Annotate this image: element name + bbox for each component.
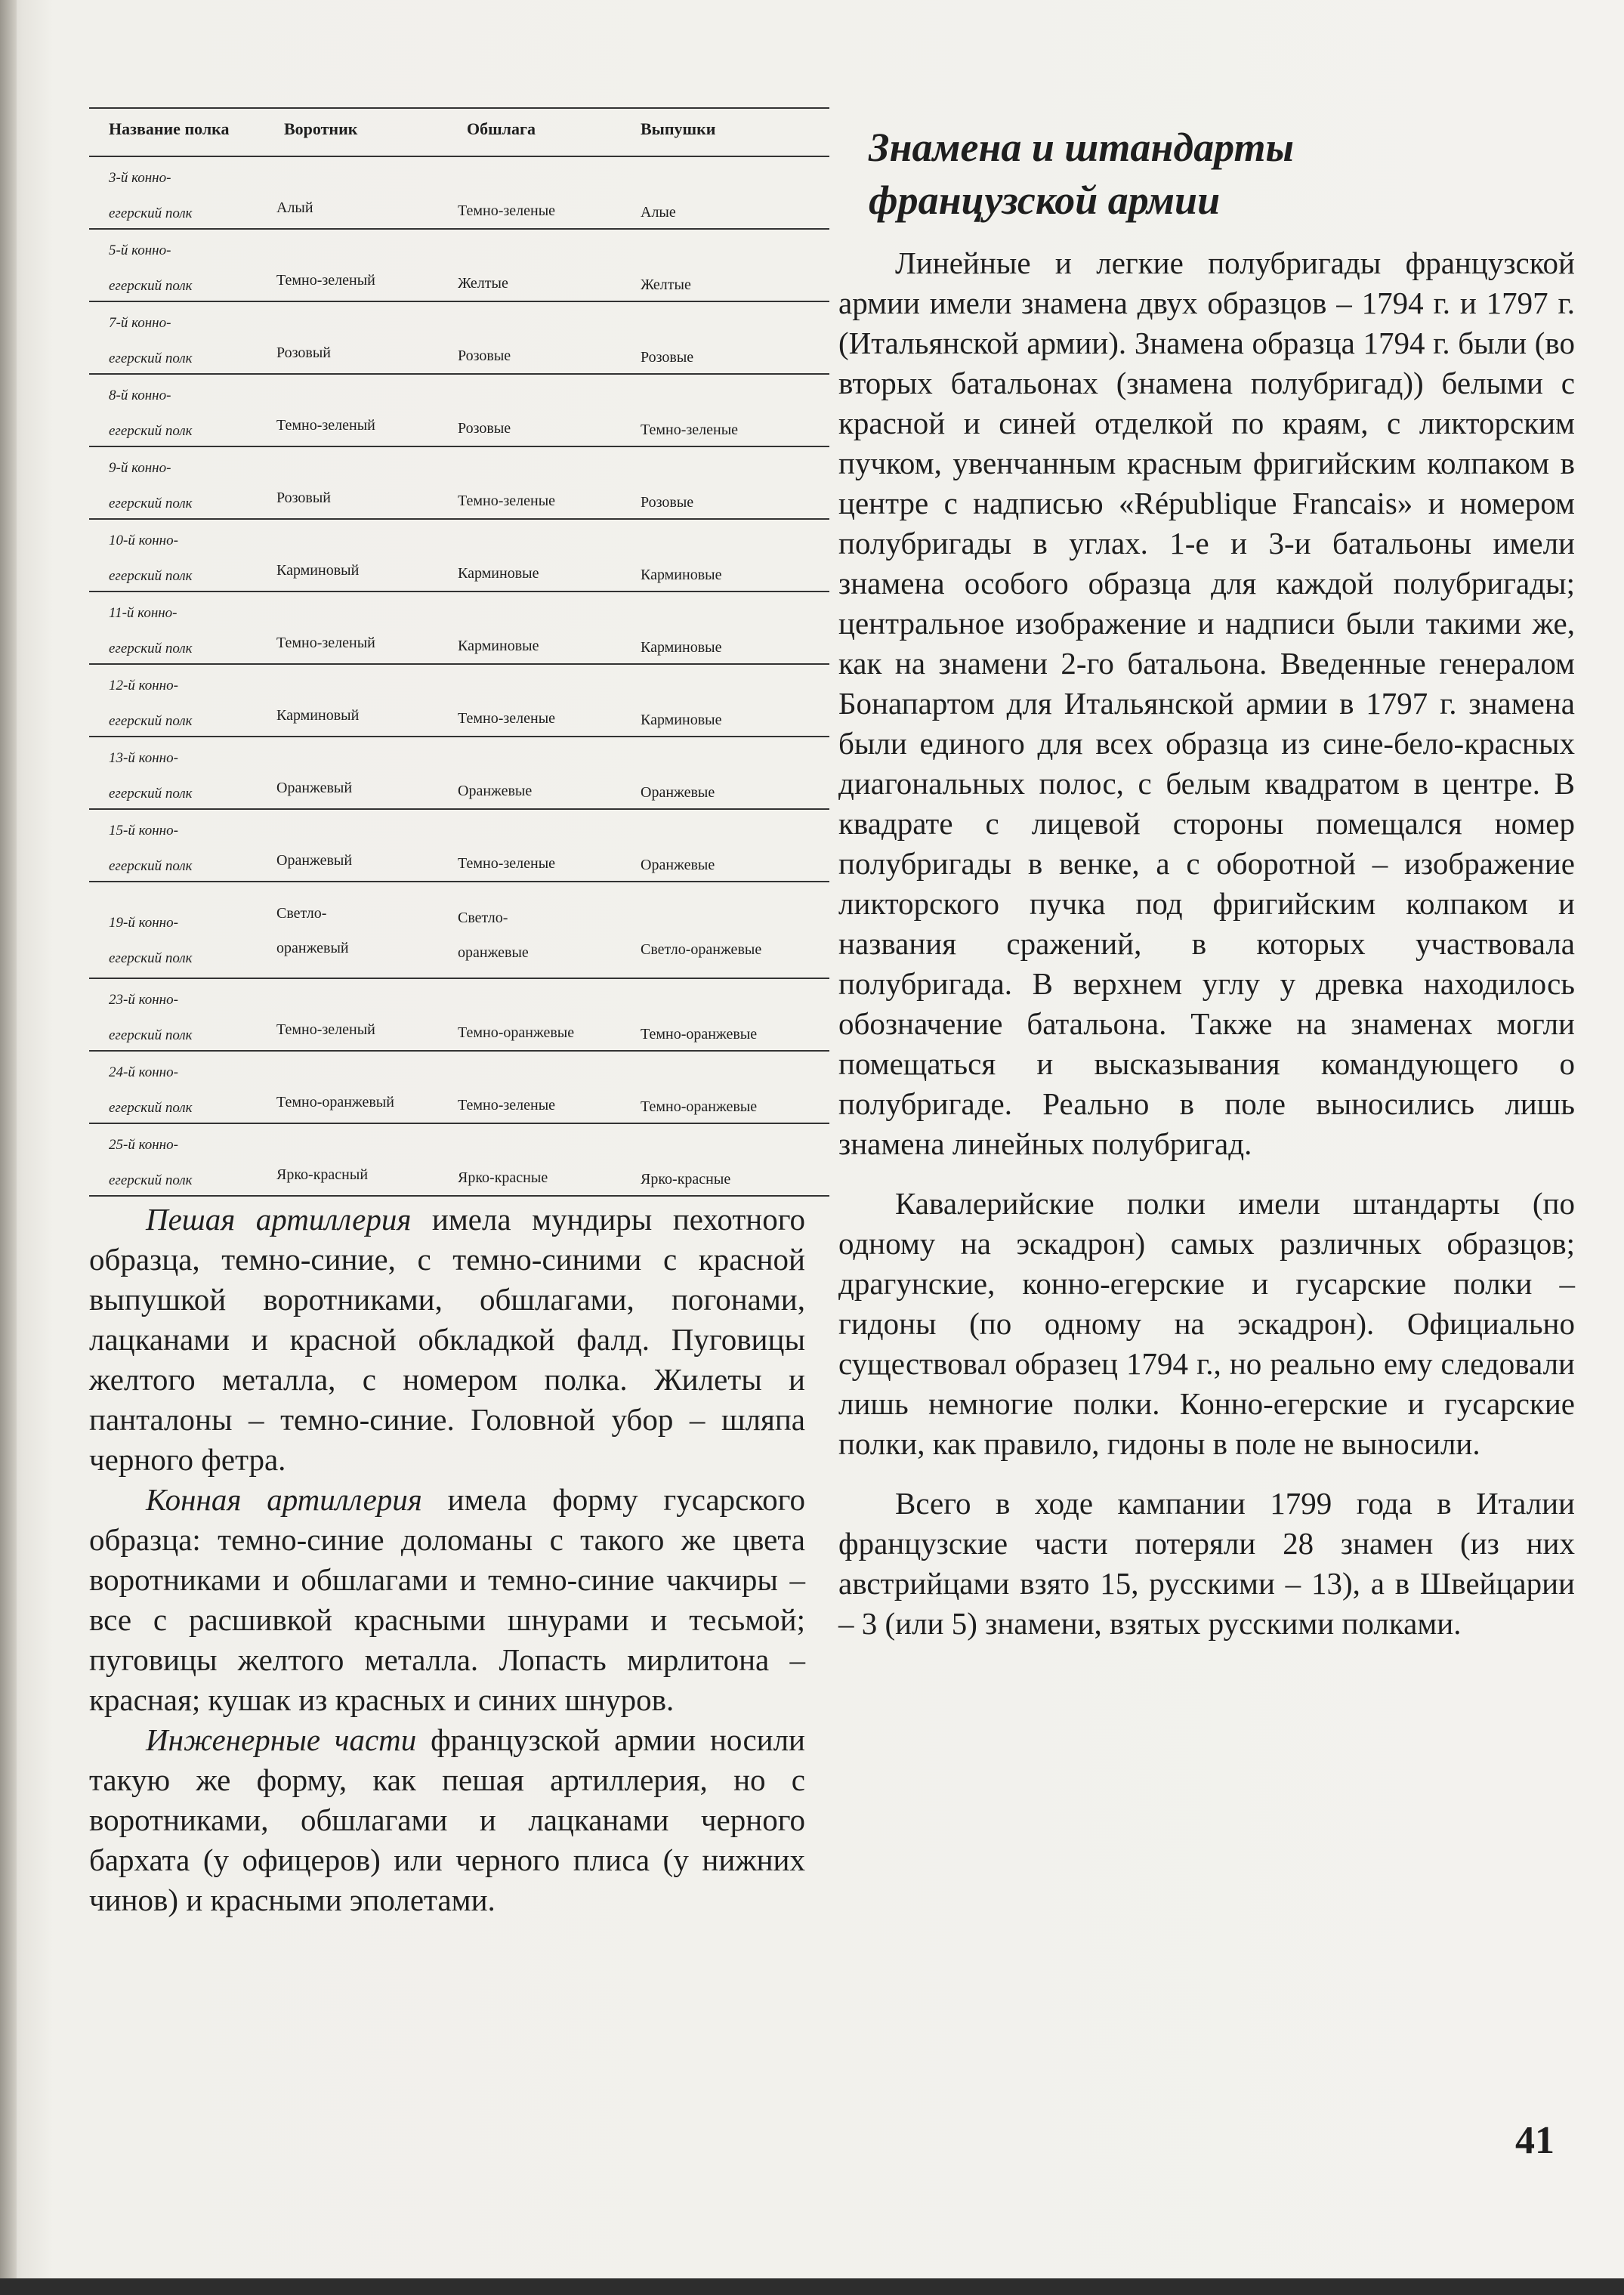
- header-cuffs: Обшлага: [467, 119, 536, 138]
- engineers-paragraph: [89, 1720, 805, 1920]
- collar-cell: Оранжевый: [276, 780, 353, 796]
- table-row: [89, 302, 829, 375]
- collar-cell: Темно-зеленый: [276, 417, 375, 434]
- foot-artillery-term: Пешая артиллерия: [146, 1202, 412, 1237]
- collar-cell: Карминовый: [276, 562, 360, 579]
- cuffs-cell: Темно-зеленые: [458, 855, 556, 872]
- regiment-name-cell: 19-й конно- егерский полк: [109, 915, 193, 966]
- cuffs-cell: Розовые: [458, 420, 511, 437]
- horse-artillery-paragraph: [89, 1480, 805, 1720]
- piping-cell: Темно-зеленые: [641, 422, 739, 438]
- regiment-name-cell: 8-й конно- егерский полк: [109, 388, 193, 439]
- horse-artillery-term: Конная артиллерия: [146, 1482, 422, 1517]
- collar-cell: Оранжевый: [276, 852, 353, 869]
- cuffs-cell: Ярко-красные: [458, 1169, 548, 1186]
- piping-cell: Розовые: [641, 349, 694, 366]
- cuffs-cell: Темно-зеленые: [458, 493, 556, 509]
- cuffs-cell: Карминовые: [458, 565, 539, 582]
- collar-cell: Ярко-красный: [276, 1166, 369, 1183]
- regiment-name-cell: 23-й конно- егерский полк: [109, 992, 193, 1043]
- collar-cell: Карминовый: [276, 707, 360, 724]
- regiment-uniform-table: [89, 107, 829, 1197]
- engineers-text: французской армии носили такую же форму, как пешая артиллерия, но с воротниками, обшлагами и лацканами черного бархата (у офицеров) или черного плиса (у нижних чинов) и красными эполетами.: [89, 1722, 805, 1917]
- collar-cell: Темно-зеленый: [276, 635, 375, 651]
- table-body: [89, 157, 829, 1197]
- collar-cell: Светло- оранжевый: [276, 905, 349, 956]
- piping-cell: Светло-оранжевые: [641, 941, 762, 958]
- regiment-name-cell: 9-й конно- егерский полк: [109, 460, 193, 511]
- regiment-name-cell: 5-й конно- егерский полк: [109, 242, 193, 294]
- right-column-text: [838, 243, 1575, 1644]
- cuffs-cell: Карминовые: [458, 638, 539, 654]
- regiment-name-cell: 7-й конно- егерский полк: [109, 315, 193, 366]
- table-row: [89, 230, 829, 302]
- table-row: [89, 157, 829, 230]
- piping-cell: Темно-оранжевые: [641, 1098, 758, 1115]
- cuffs-cell: Темно-зеленые: [458, 710, 556, 727]
- section-heading: [869, 121, 1571, 227]
- engineers-term: Инженерные части: [146, 1722, 417, 1757]
- piping-cell: Карминовые: [641, 567, 722, 583]
- collar-cell: Темно-зеленый: [276, 1021, 375, 1038]
- regiment-name-cell: 11-й конно- егерский полк: [109, 605, 193, 656]
- foot-artillery-text: имела мундиры пехотного образца, темно-синие, с темно-синими с красной выпушкой воротниками, обшлагами, погонами, лацканами и красной обкладкой фалд. Пуговицы желтого металла, с номером полка. Жилеты и панталоны – темно-синие. Головной убор – шляпа черного фетра.: [89, 1202, 805, 1477]
- page-number: 41: [1515, 2119, 1555, 2162]
- collar-cell: Темно-оранжевый: [276, 1094, 394, 1110]
- piping-cell: Желтые: [641, 276, 691, 293]
- collar-cell: Алый: [276, 199, 313, 216]
- regiment-name-cell: 13-й конно- егерский полк: [109, 750, 193, 802]
- piping-cell: Темно-оранжевые: [641, 1026, 758, 1042]
- cuffs-cell: Темно-зеленые: [458, 202, 556, 219]
- table-row: [89, 665, 829, 737]
- heading-line-1: Знамена и штандарты: [869, 125, 1294, 170]
- collar-cell: Розовый: [276, 490, 331, 506]
- table-row: [89, 979, 829, 1052]
- table-header: [89, 107, 829, 157]
- cuffs-cell: Темно-оранжевые: [458, 1024, 575, 1041]
- collar-cell: Темно-зеленый: [276, 272, 375, 289]
- piping-cell: Ярко-красные: [641, 1171, 731, 1188]
- piping-cell: Оранжевые: [641, 857, 715, 873]
- regiment-name-cell: 25-й конно- егерский полк: [109, 1137, 193, 1188]
- losses-paragraph: Всего в ходе кампании 1799 года в Италии французские части потеряли 28 знамен (из них австрийцами взято 15, русскими – 13), а в Швейцарии – 3 (или 5) знамени, взятых русскими полками.: [838, 1486, 1575, 1641]
- regiment-name-cell: 12-й конно- егерский полк: [109, 678, 193, 729]
- piping-cell: Алые: [641, 204, 676, 221]
- cuffs-cell: Темно-зеленые: [458, 1097, 556, 1114]
- table-row: [89, 882, 829, 979]
- header-regiment-name: Название полка: [109, 119, 230, 138]
- table-row: [89, 1052, 829, 1124]
- cuffs-cell: Розовые: [458, 347, 511, 364]
- piping-cell: Розовые: [641, 494, 694, 511]
- regiment-name-cell: 24-й конно- егерский полк: [109, 1064, 193, 1116]
- header-collar: Воротник: [284, 119, 358, 138]
- table-row: [89, 1124, 829, 1197]
- foot-artillery-paragraph: [89, 1200, 805, 1480]
- header-piping: Выпушки: [641, 119, 716, 138]
- cuffs-cell: Оранжевые: [458, 783, 533, 799]
- regiment-name-cell: 10-й конно- егерский полк: [109, 533, 193, 584]
- standards-paragraph: Кавалерийские полки имели штандарты (по одному на эскадрон) самых различных образцов; драгунские, конно-егерские и гусарские полки – гидоны (по одному на эскадрон). Официально существовал образец 1794 г., но реально ему следовали лишь немногие полки. Конно-егерские и гусарские полки, как правило, гидоны в поле не выносили.: [838, 1186, 1575, 1461]
- horse-artillery-text: имела форму гусарского образца: темно-синие доломаны с такого же цвета воротниками и обшлагами и темно-синие чакчиры – все с расшивкой красными шнурами и тесьмой; пуговицы желтого металла. Лопасть мирлитона – красная; кушак из красных и синих шнуров.: [89, 1482, 805, 1717]
- table-row: [89, 520, 829, 592]
- piping-cell: Карминовые: [641, 639, 722, 656]
- table-row: [89, 375, 829, 447]
- scan-edge: [0, 2278, 1624, 2295]
- table-row: [89, 447, 829, 520]
- cuffs-cell: Светло- оранжевые: [458, 910, 529, 961]
- piping-cell: Оранжевые: [641, 784, 715, 801]
- table-row: [89, 810, 829, 882]
- piping-cell: Карминовые: [641, 712, 722, 728]
- table-row: [89, 737, 829, 810]
- banners-paragraph: Линейные и легкие полубригады французской армии имели знамена двух образцов – 1794 г. и 1797 г. (Итальянской армии). Знамена образца 1794 г. были (во вторых батальонах (знамена полубригад)) белыми с красной и синей отделкой по краям, с ликторским пучком, увенчанным красным фригийским колпаком в центре с надписью «Républiquе Francais» и номером полубригады в углах. 1-е и 3-и батальоны имели знамена особого образца для каждой полубригады; центральное изображение и надписи были такими же, как на знамени 2-го батальона. Введенные генералом Бонапартом для Итальянской армии в 1797 г. знамена были единого для всех образца из сине-бело-красных диагональных полос, с белым квадратом в центре. В квадрате с лицевой стороны помещался номер полубригады в венке, а с оборотной – изображение ликторского пучка под фригийским колпаком и названия сражений, в которых участвовала полубригада. В верхнем углу у древка находилось обозначение батальона. Также на знаменах могли помещаться и высказывания командующего о полубригаде. Реально в поле выносились лишь знамена линейных полубригад.: [838, 246, 1575, 1161]
- regiment-name-cell: 15-й конно- егерский полк: [109, 823, 193, 874]
- regiment-name-cell: 3-й конно- егерский полк: [109, 170, 193, 221]
- heading-line-2: французской армии: [869, 178, 1221, 223]
- collar-cell: Розовый: [276, 344, 331, 361]
- left-column-text: [89, 1200, 805, 1920]
- cuffs-cell: Желтые: [458, 275, 508, 292]
- book-spine: [0, 0, 17, 2295]
- table-row: [89, 592, 829, 665]
